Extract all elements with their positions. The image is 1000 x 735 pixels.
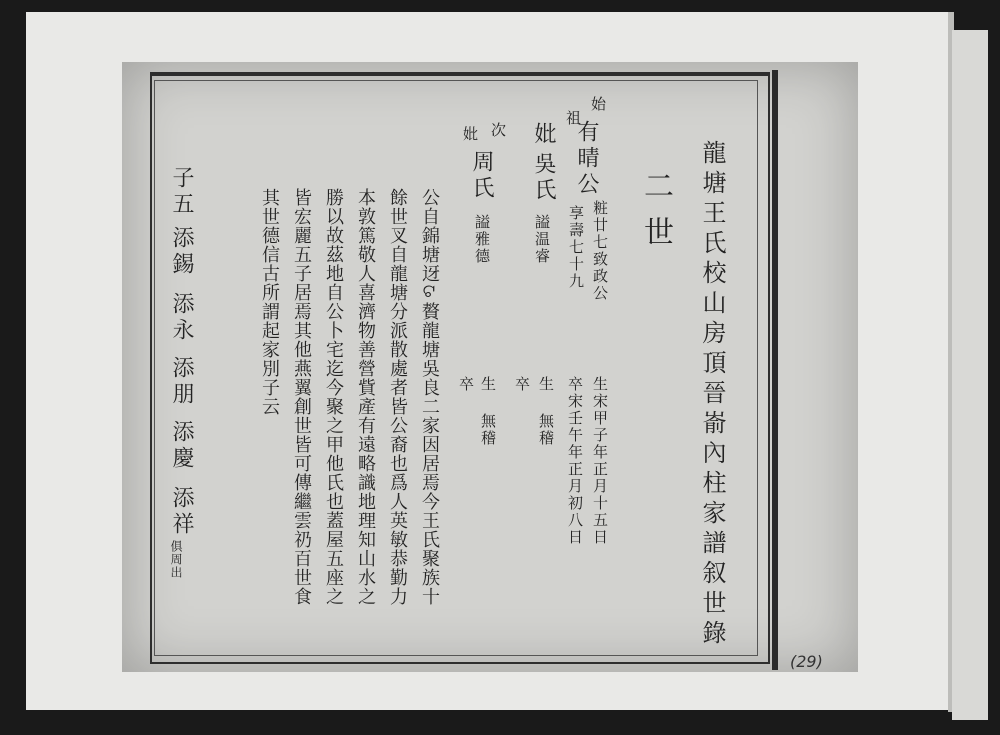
consort-2-death: 卒 bbox=[457, 376, 475, 393]
son-name: 添祥 bbox=[169, 486, 194, 538]
page-spine-bar bbox=[772, 70, 778, 670]
page-inner-border bbox=[154, 80, 758, 656]
consort-1-birth: 生 無稽 bbox=[537, 376, 555, 447]
ancestor-death: 卒宋壬午年正月初八日 bbox=[566, 376, 584, 546]
biography-line: 本敦篤敬人喜濟物善營貲產有遠略識地理知山水之 bbox=[355, 188, 376, 606]
page-number: (29) bbox=[790, 652, 823, 671]
biography-line: 餘世叉自龍塘分派散處者皆公裔也爲人英敏恭勤力 bbox=[387, 188, 408, 606]
sons-note: 俱周出 bbox=[169, 540, 183, 579]
next-page-edge bbox=[952, 30, 988, 720]
consort-2-name: 周氏 bbox=[469, 150, 494, 202]
consort-1-label: 妣 bbox=[531, 122, 556, 148]
son-name: 添慶 bbox=[169, 420, 194, 472]
ancestor-title: 粧廿七致政公 bbox=[591, 200, 609, 302]
sons-label: 子五 bbox=[169, 166, 194, 218]
son-name: 添永 bbox=[169, 292, 194, 344]
ancestor-name: 有晴公 bbox=[574, 120, 599, 198]
biography-line: 勝以故茲地自公卜宅迄今聚之甲他氏也蓋屋五座之 bbox=[323, 188, 344, 606]
consort-2-label-bottom: 妣 bbox=[461, 126, 479, 143]
consort-2-birth: 生 無稽 bbox=[479, 376, 497, 447]
consort-1-posthumous: 謚温睿 bbox=[533, 214, 551, 265]
biography-line: 皆宏麗五子居焉其他燕翼創世皆可傳繼雲礽百世食 bbox=[291, 188, 312, 606]
son-name: 添朋 bbox=[169, 356, 194, 408]
consort-2-posthumous: 謚雅德 bbox=[473, 214, 491, 265]
document-title: 龍塘王氏校山房頂晉嵛內柱家譜叙世錄 bbox=[698, 140, 726, 650]
ancestor-birth: 生宋甲子年正月十五日 bbox=[591, 376, 609, 546]
ancestor-prefix-top: 始 bbox=[589, 96, 607, 113]
consort-1-name: 吳氏 bbox=[531, 152, 556, 204]
biography-line: 其世德信古所謂起家別子云 bbox=[259, 188, 280, 416]
generation-label: 二世 bbox=[638, 170, 673, 262]
consort-2-label-top: 次 bbox=[489, 122, 507, 139]
ancestor-prefix-bottom: 祖 bbox=[564, 110, 582, 127]
consort-1-death: 卒 bbox=[513, 376, 531, 393]
son-name: 添錫 bbox=[169, 226, 194, 278]
ancestor-lifespan: 享壽七十九 bbox=[567, 205, 585, 290]
biography-line: 公自錦塘迓ଟ贅龍塘吳良二家因居焉今王氏聚族十 bbox=[419, 188, 440, 606]
